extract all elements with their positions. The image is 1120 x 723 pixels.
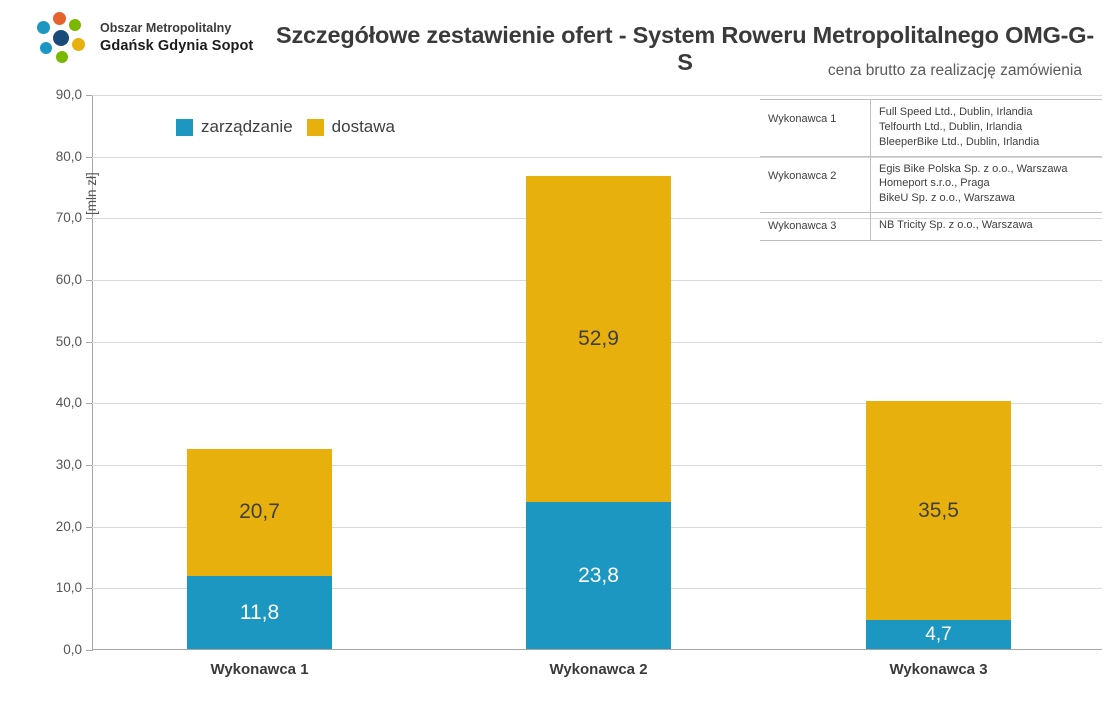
- bar-segment-zarzadzanie[interactable]: [526, 502, 671, 649]
- bidder-firms: [871, 213, 1103, 241]
- y-tick-label: 10,0: [55, 580, 82, 596]
- y-tick-label: 90,0: [55, 87, 82, 102]
- bar-value-label: 52,9: [578, 327, 619, 351]
- bar-group-wykonawca-3[interactable]: [866, 401, 1011, 649]
- y-tick-label: 50,0: [55, 333, 82, 349]
- bar-segment-dostawa[interactable]: [866, 401, 1011, 620]
- table-row: [760, 156, 1102, 213]
- bar-segment-dostawa[interactable]: [187, 449, 332, 577]
- page-header: [0, 0, 1120, 88]
- y-tick-label: 30,0: [55, 457, 82, 472]
- y-tick-label: 0,0: [63, 642, 82, 657]
- bidders-table: [760, 99, 1102, 241]
- bar-segment-dostawa[interactable]: [526, 176, 671, 502]
- table-row: [760, 213, 1102, 241]
- gridline: [92, 95, 1102, 96]
- logo-dots-icon: [36, 12, 90, 64]
- page-title: Szczegółowe zestawienie ofert - System Roweru Metropolitalnego OMG-G-S: [276, 22, 1094, 75]
- legend-swatch-icon: [176, 119, 193, 136]
- y-tick-label: 20,0: [55, 518, 82, 534]
- firm-name: BikeU Sp. z o.o., Warszawa: [879, 192, 1015, 205]
- legend-swatch-icon: [307, 119, 324, 136]
- bar-value-label: 23,8: [578, 563, 619, 587]
- legend-item-zarzadzanie[interactable]: [176, 117, 293, 137]
- firm-name: NB Tricity Sp. z o.o., Warszawa: [879, 219, 1033, 232]
- y-tick-label: 80,0: [55, 148, 82, 164]
- bidder-label: Wykonawca 3: [760, 213, 871, 241]
- x-axis-line: [92, 649, 1102, 650]
- logo-line-2: Gdańsk Gdynia Sopot: [100, 37, 254, 54]
- bar-value-label: 4,7: [925, 623, 952, 645]
- bar-segment-zarzadzanie[interactable]: [866, 620, 1011, 649]
- legend-item-dostawa[interactable]: [307, 117, 395, 137]
- y-axis-label: [mln zł]: [84, 172, 99, 215]
- x-tick-label-wykonawca-1: Wykonawca 1: [210, 661, 309, 678]
- bar-group-wykonawca-2[interactable]: [526, 176, 671, 649]
- legend-label: dostawa: [331, 117, 395, 136]
- logo-line-1: Obszar Metropolitalny: [100, 21, 232, 36]
- bidder-label: Wykonawca 2: [760, 156, 871, 213]
- firm-name: Homeport s.r.o., Praga: [879, 177, 990, 190]
- bidder-label: Wykonawca 1: [760, 100, 871, 157]
- x-tick-label-wykonawca-3: Wykonawca 3: [889, 661, 988, 678]
- y-tick-label: 40,0: [55, 395, 82, 411]
- firm-name: Full Speed Ltd., Dublin, Irlandia: [879, 106, 1033, 118]
- firm-name: Telfourth Ltd., Dublin, Irlandia: [879, 120, 1023, 133]
- firm-name: BleeperBike Ltd., Dublin, Irlandia: [879, 135, 1040, 148]
- table-row: [760, 100, 1102, 157]
- y-tick-label: 60,0: [55, 272, 82, 287]
- bidder-firms: [871, 156, 1103, 213]
- bar-segment-zarzadzanie[interactable]: [187, 576, 332, 649]
- bar-value-label: 11,8: [239, 600, 280, 624]
- bar-group-wykonawca-1[interactable]: [187, 449, 332, 649]
- bidder-firms: [871, 100, 1103, 157]
- firm-name: Egis Bike Polska Sp. z o.o., Warszawa: [879, 162, 1068, 175]
- bar-value-label: 20,7: [239, 500, 280, 524]
- x-tick-label-wykonawca-2: Wykonawca 2: [549, 661, 648, 678]
- chart-legend: [176, 117, 395, 137]
- page-subtitle: cena brutto za realizację zamówienia: [827, 62, 1082, 79]
- logo-text: [100, 21, 253, 55]
- legend-label: zarządzanie: [201, 117, 293, 136]
- logo: [36, 12, 253, 64]
- y-tick-label: 70,0: [55, 210, 82, 226]
- bar-value-label: 35,5: [918, 498, 959, 522]
